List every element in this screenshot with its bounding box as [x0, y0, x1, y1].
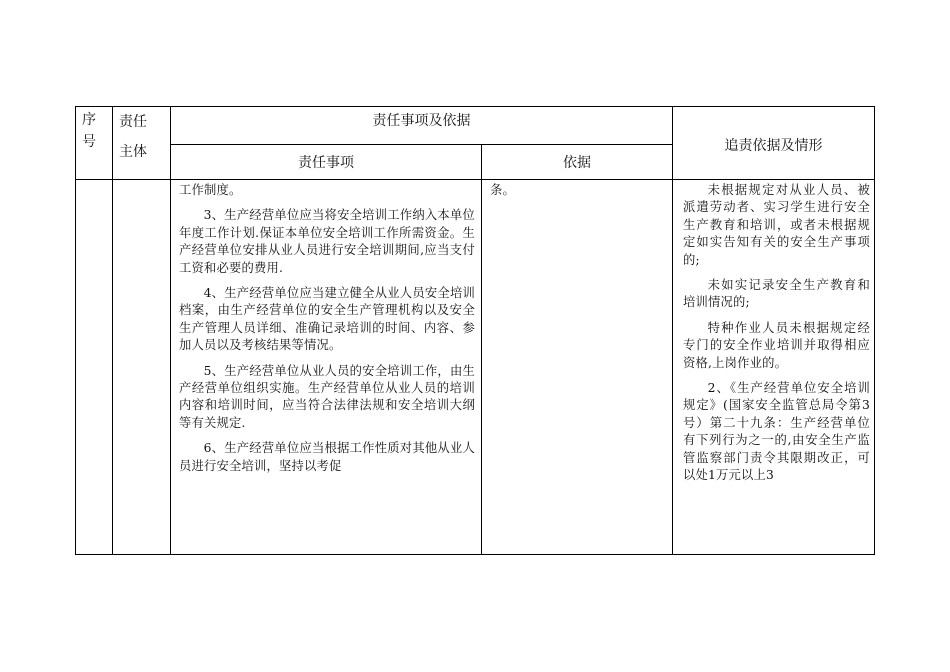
- duty-paragraph: 工作制度。: [179, 183, 242, 197]
- cell-penalty: [673, 180, 875, 555]
- duty-paragraph: 4、生产经营单位应当建立健全从业人员安全培训档案，由生产经营单位的安全生产管理机构以及安全生产管理人员详细、准确记录培训的时间、内容、参加人员以及考核结果等情况。: [179, 286, 475, 353]
- penalty-paragraph: 未如实记录安全生产教育和培训情况的;: [683, 278, 870, 310]
- header-duties-and-basis: 责任事项及依据: [171, 107, 673, 145]
- header-penalty: 追责依据及情形: [673, 107, 875, 180]
- table-row: [76, 180, 875, 555]
- responsibility-table: [75, 106, 875, 555]
- header-subject-text: 责任主体: [119, 114, 147, 160]
- header-duties: 责任事项: [171, 145, 482, 180]
- cell-duties: [171, 180, 482, 555]
- cell-basis: [482, 180, 673, 555]
- duty-paragraph: 3、生产经营单位应当将安全培训工作纳入本单位年度工作计划.保证本单位安全培训工作所需资金。生产经营单位安排从业人员进行安全培训期间,应当支付工资和必要的费用.: [179, 208, 475, 275]
- header-seq-text: 序号: [82, 112, 96, 150]
- header-subject: [113, 107, 171, 180]
- duty-paragraph: 5、生产经营单位从业人员的安全培训工作，由生产经营单位组织实施。生产经营单位从业人员的培训内容和培训时间，应当符合法律法规和安全培训大纲等有关规定.: [179, 363, 475, 430]
- penalty-paragraph: 未根据规定对从业人员、被派遣劳动者、实习学生进行安全生产教育和培训，或者未根据规定如实告知有关的安全生产事项的;: [683, 183, 870, 267]
- penalty-paragraph: 2、《生产经营单位安全培训规定》(国家安全监管总局令第3号）第二十九条：生产经营单位有下列行为之一的,由安全生产监管监察部门责令其限期改正，可以处1万元以上3: [683, 381, 870, 483]
- cell-subject: [113, 180, 171, 555]
- header-basis: 依据: [482, 145, 673, 180]
- penalty-paragraph: 特种作业人员未根据规定经专门的安全作业培训并取得相应资格,上岗作业的。: [683, 320, 870, 370]
- cell-seq: [76, 180, 113, 555]
- basis-text: 条。: [490, 183, 515, 197]
- header-seq: [76, 107, 113, 180]
- duty-paragraph: 6、生产经营单位应当根据工作性质对其他从业人员进行安全培训，坚持以考促: [179, 441, 475, 473]
- header-row-1: [76, 107, 875, 145]
